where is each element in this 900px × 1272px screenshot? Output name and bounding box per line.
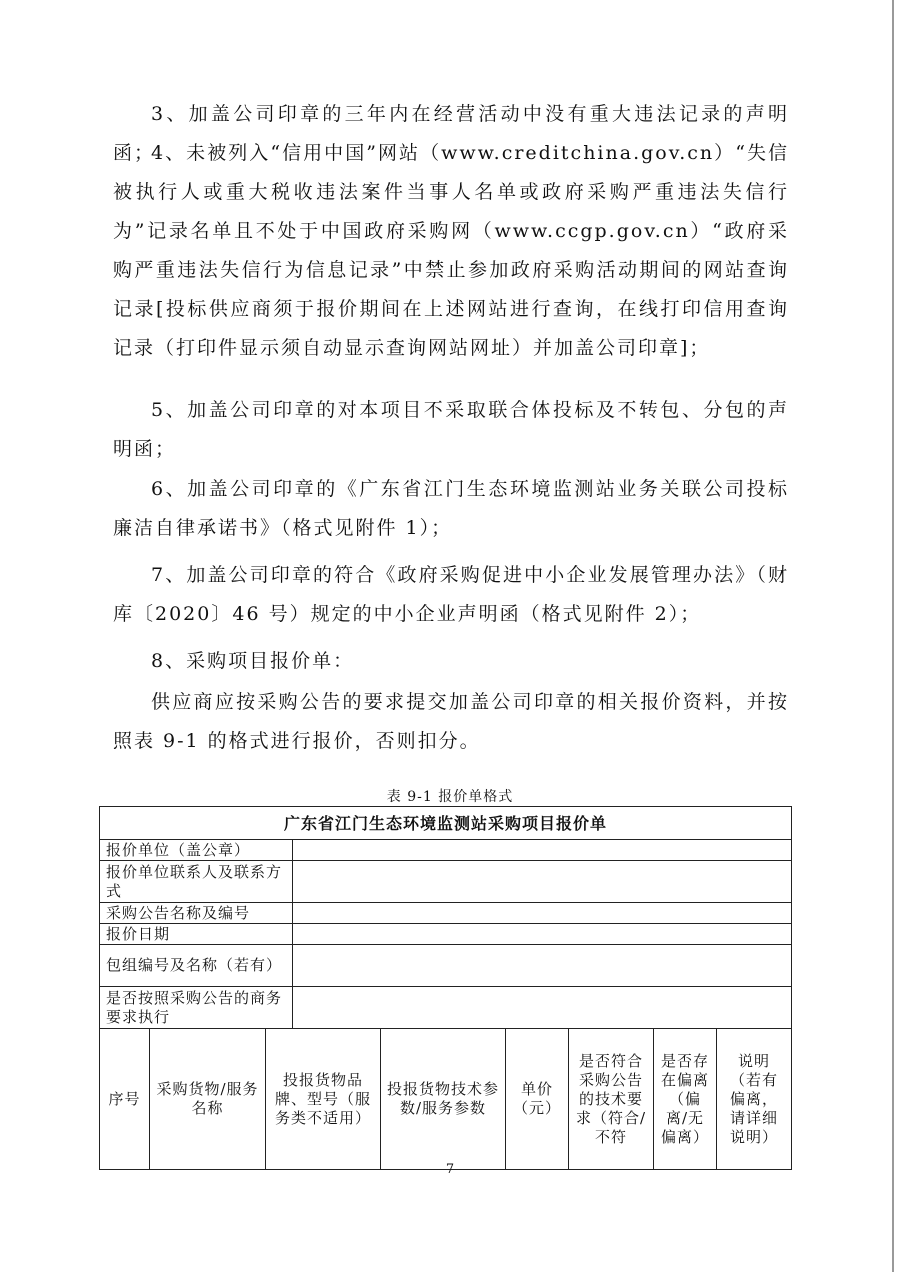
paragraph-4: 4、未被列入“信用中国”网站（www.creditchina.gov.cn）“失信被执行人或重大税收违法案件当事人名单或政府采购严重违法失信行为”记录名单且不处于中国政府采购网（www.ccgp.gov.cn）“政府采购严重违法失信行为信息记录”中禁止参加政府采购活动期间的网站查询记录[投标供应商须于报价期间在上述网站进行查询，在线打印信用查询记录（打印件显示须自动显示查询网站网址）并加盖公司印章]； [113,142,789,359]
column-header-compliance: 是否符合采购公告的技术要求（符合/不符 [569,1029,654,1170]
paragraph-6: 6、加盖公司印章的《广东省江门生态环境监测站业务关联公司投标廉洁自律承诺书》（格式见附件 1）； [113,478,789,539]
quotation-table [99,806,792,1170]
row-label-contact: 报价单位联系人及联系方式 [100,861,293,903]
paragraph-8: 8、采购项目报价单： [151,650,355,672]
row-value-unit [293,840,792,861]
scan-edge [892,0,894,1272]
column-header-deviation: 是否存在偏离（偏离/无偏离） [654,1029,717,1170]
column-header-remarks: 说明（若有偏离，请详细说明） [717,1029,792,1170]
paragraph-3: 3、加盖公司印章的三年内在经营活动中没有重大违法记录的声明函； [113,103,789,164]
column-header-unit-price: 单价（元） [506,1029,569,1170]
table-caption: 表 9-1 报价单格式 [386,789,514,805]
row-value-business [293,987,792,1029]
column-header-brand-model: 投报货物品牌、型号（服务类不适用） [266,1029,381,1170]
paragraph-supplier: 供应商应按采购公告的要求提交加盖公司印章的相关报价资料，并按照表 9-1 的格式进行报价，否则扣分。 [113,691,789,752]
paragraph-7: 7、加盖公司印章的符合《政府采购促进中小企业发展管理办法》（财库〔2020〕46 号）规定的中小企业声明函（格式见附件 2）； [113,564,789,625]
column-header-serial: 序号 [100,1029,150,1170]
table-title: 广东省江门生态环境监测站采购项目报价单 [100,807,792,840]
row-value-contact [293,861,792,903]
page-number: 7 [445,1162,455,1177]
column-header-goods: 采购货物/服务名称 [150,1029,266,1170]
row-label-lot: 包组编号及名称（若有） [100,945,293,987]
column-header-tech-params: 投报货物技术参数/服务参数 [381,1029,506,1170]
row-value-date [293,924,792,945]
row-value-lot [293,945,792,987]
row-label-notice: 采购公告名称及编号 [100,903,293,924]
row-value-notice [293,903,792,924]
paragraph-5: 5、加盖公司印章的对本项目不采取联合体投标及不转包、分包的声明函； [113,399,789,460]
row-label-business: 是否按照采购公告的商务要求执行 [100,987,293,1029]
row-label-unit: 报价单位（盖公章） [100,840,293,861]
row-label-date: 报价日期 [100,924,293,945]
